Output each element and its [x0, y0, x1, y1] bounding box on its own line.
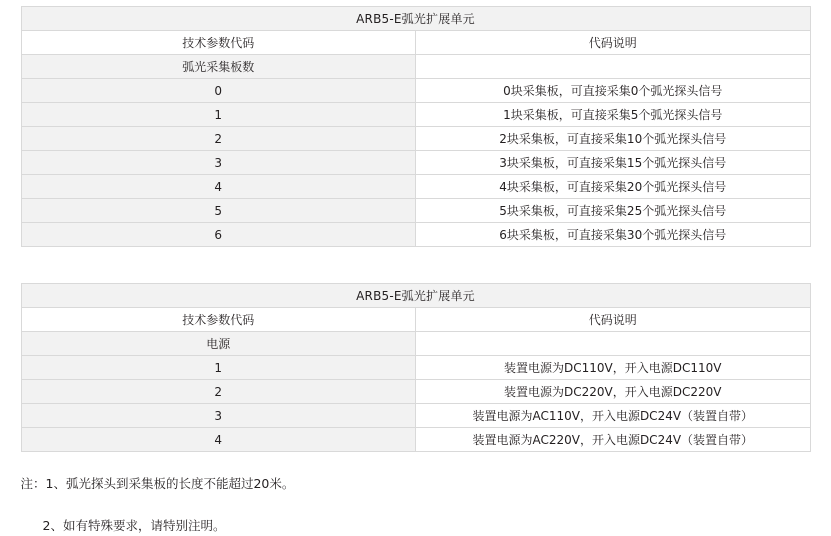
table-row	[21, 175, 810, 199]
cell-code: 1	[21, 356, 416, 380]
table-row	[21, 79, 810, 103]
cell-code: 2	[21, 380, 416, 404]
group-label: 电源	[21, 332, 416, 356]
table-group-row	[21, 332, 810, 356]
table-spacer	[0, 247, 831, 283]
cell-description: 4块采集板，可直接采集20个弧光探头信号	[416, 175, 811, 199]
column-header-description: 代码说明	[416, 308, 811, 332]
spec-table-collector-boards	[21, 6, 811, 247]
note-line-2: 2、如有特殊要求，请特别注明。	[42, 518, 226, 533]
group-blank-cell	[416, 55, 811, 79]
table-row	[21, 380, 810, 404]
table-row	[21, 151, 810, 175]
cell-description: 3块采集板，可直接采集15个弧光探头信号	[416, 151, 811, 175]
spec-table-power-supply	[21, 283, 811, 452]
cell-code: 3	[21, 151, 416, 175]
column-header-description: 代码说明	[416, 31, 811, 55]
cell-code: 0	[21, 79, 416, 103]
cell-code: 6	[21, 223, 416, 247]
cell-description: 0块采集板，可直接采集0个弧光探头信号	[416, 79, 811, 103]
table-header-row	[21, 308, 810, 332]
cell-description: 装置电源为DC110V，开入电源DC110V	[416, 356, 811, 380]
table-row	[21, 199, 810, 223]
group-label: 弧光采集板数	[21, 55, 416, 79]
cell-code: 2	[21, 127, 416, 151]
cell-description: 6块采集板，可直接采集30个弧光探头信号	[416, 223, 811, 247]
table-row	[21, 127, 810, 151]
cell-description: 1块采集板，可直接采集5个弧光探头信号	[416, 103, 811, 127]
table-row	[21, 356, 810, 380]
column-header-code: 技术参数代码	[21, 31, 416, 55]
table-row	[21, 223, 810, 247]
note-line-1: 注：1、弧光探头到采集板的长度不能超过20米。	[20, 476, 295, 491]
cell-description: 装置电源为AC220V，开入电源DC24V（装置自带）	[416, 428, 811, 452]
table-row	[21, 103, 810, 127]
table-header-row	[21, 31, 810, 55]
notes-section	[21, 452, 811, 536]
column-header-code: 技术参数代码	[21, 308, 416, 332]
table-row	[21, 428, 810, 452]
cell-description: 5块采集板，可直接采集25个弧光探头信号	[416, 199, 811, 223]
table-group-row	[21, 55, 810, 79]
cell-code: 4	[21, 175, 416, 199]
cell-code: 3	[21, 404, 416, 428]
cell-description: 装置电源为DC220V，开入电源DC220V	[416, 380, 811, 404]
table-row	[21, 404, 810, 428]
cell-description: 2块采集板，可直接采集10个弧光探头信号	[416, 127, 811, 151]
group-blank-cell	[416, 332, 811, 356]
table-title: ARB5-E弧光扩展单元	[21, 7, 810, 31]
cell-code: 4	[21, 428, 416, 452]
table-title-row	[21, 284, 810, 308]
cell-description: 装置电源为AC110V，开入电源DC24V（装置自带）	[416, 404, 811, 428]
table-title: ARB5-E弧光扩展单元	[21, 284, 810, 308]
table-title-row	[21, 7, 810, 31]
cell-code: 1	[21, 103, 416, 127]
cell-code: 5	[21, 199, 416, 223]
